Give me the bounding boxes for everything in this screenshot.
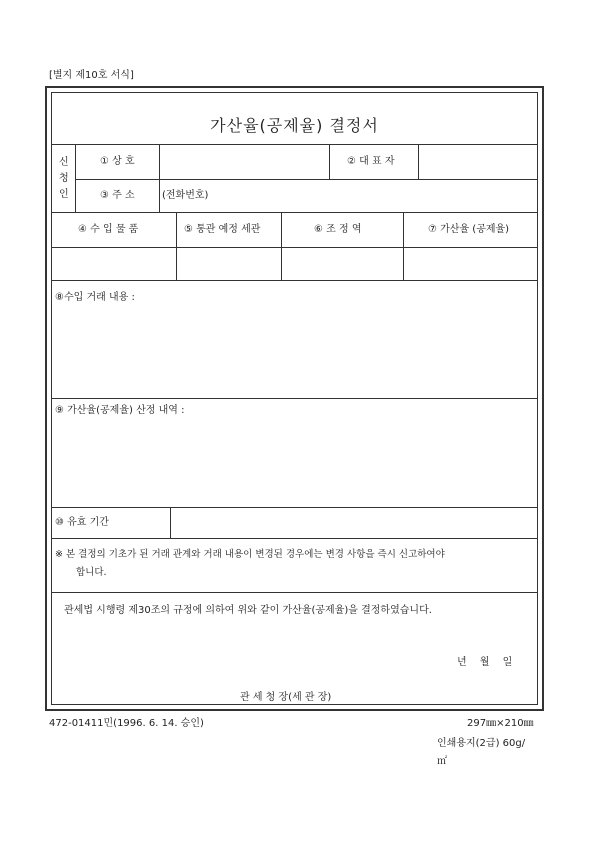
decision-form [45,86,544,711]
rate-calculation-label: ⑨ 가산율(공제율) 산정 내역 : [55,405,185,416]
approval-number: 472-01411민(1996. 6. 14. 승인) [49,718,204,729]
signatory: 관 세 청 장(세 관 장) [240,692,332,703]
rule-below-col-headers [52,247,537,248]
form-inner-border [51,92,538,705]
phone-number-label: (전화번호) [162,190,209,201]
applicant-label-char-2: 청 [59,173,69,184]
form-number: [별지 제10호 서식] [49,70,134,81]
rule-validity-divider [170,507,171,538]
rule-col-4-5 [176,212,177,280]
decision-statement: 관세법 시행령 제30조의 규정에 의하여 위와 같이 가산율(공제율)을 결정하였습니다. [64,605,432,616]
notice-line-2: 합니다. [76,567,107,578]
rule-below-title [52,144,537,145]
rule-below-applicant [52,212,537,213]
adjustment-item-header: ⑥ 조 정 역 [314,224,362,235]
rule-below-col-values [52,280,537,281]
rule-col-5-6 [281,212,282,280]
paper-spec-line-1: 인쇄용지(2급) 60g/ [437,738,526,749]
validity-period-label: ⑩ 유효 기간 [55,517,109,528]
import-transaction-label: ⑧수입 거래 내용 : [55,292,135,303]
rule-applicant-mid [75,179,537,180]
address-label: ③ 주 소 [100,190,135,201]
form-title: 가산율(공제율) 결정서 [210,116,379,135]
paper-size: 297㎜×210㎜ [467,718,534,729]
rule-representative-value-divider [418,144,419,179]
imported-goods-header: ④ 수 입 물 품 [78,224,139,235]
rule-below-item-9 [52,507,537,508]
date-line: 년 월 일 [457,657,513,668]
representative-label: ② 대 표 자 [347,156,395,167]
rule-below-notice [52,592,537,593]
paper-spec-line-2: ㎡ [437,756,447,767]
applicant-label-char-1: 신 [59,157,69,168]
rule-applicant-field-divider [159,144,160,212]
rule-below-item-10 [52,538,537,539]
rule-col-6-7 [403,212,404,280]
rate-header: ⑦ 가산율 (공제율) [428,224,510,235]
rule-name-representative-divider [329,144,330,179]
applicant-label-char-3: 인 [59,189,69,200]
rule-below-item-8 [52,398,537,399]
business-name-label: ① 상 호 [100,156,135,167]
customs-office-header: ⑤ 통관 예정 세관 [184,224,261,235]
notice-line-1: ※ 본 결정의 기초가 된 거래 관계와 거래 내용이 변경된 경우에는 변경 사항을 즉시 신고하여야 [55,549,445,560]
rule-applicant-label-divider [75,144,76,212]
